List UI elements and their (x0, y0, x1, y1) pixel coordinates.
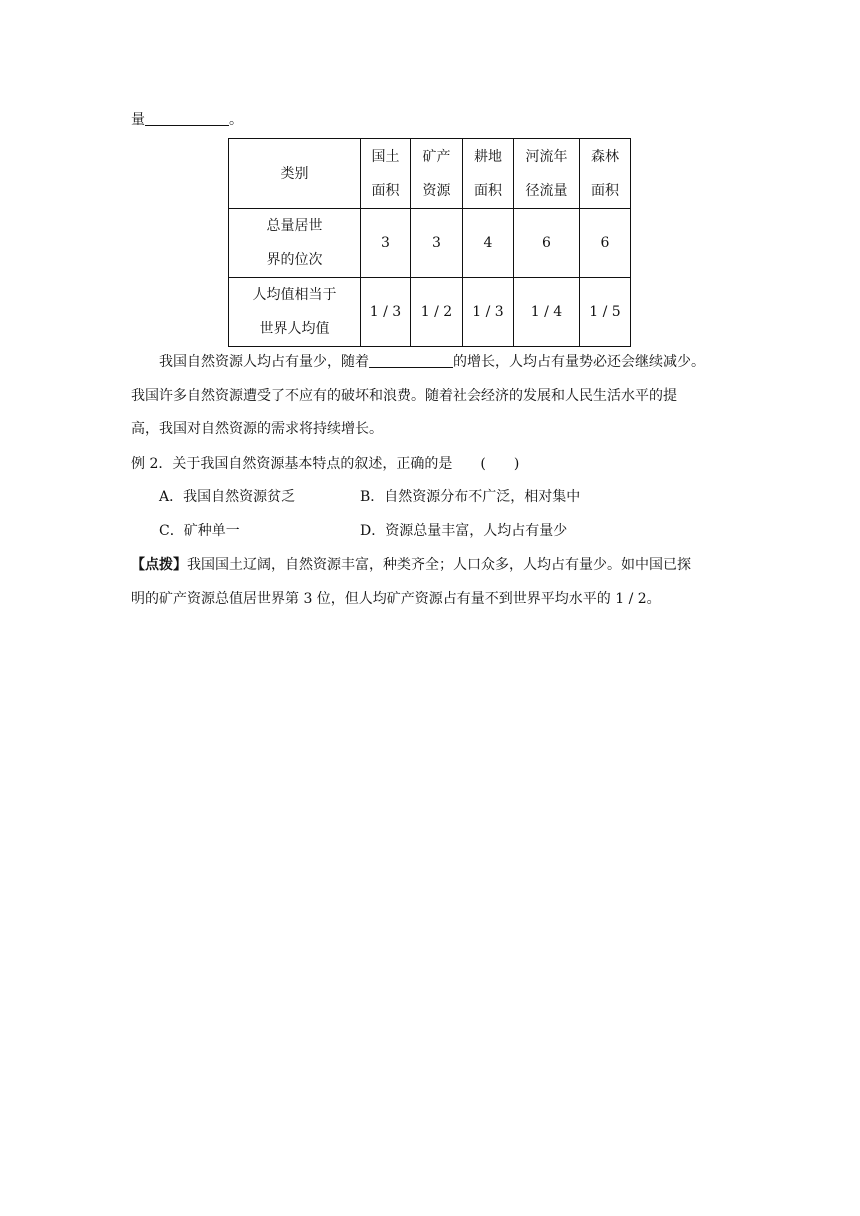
paragraph-line-2: 我国许多自然资源遭受了不应有的破坏和浪费。随着社会经济的发展和人民生活水平的提 (131, 388, 677, 404)
table-row (229, 278, 631, 347)
table-cell: 3 (361, 209, 411, 278)
hint-line-2: 明的矿产资源总值居世界第 3 位，但人均矿产资源占有量不到世界平均水平的 1 / 2。 (131, 591, 661, 607)
table-row (229, 209, 631, 278)
table-header-row (229, 139, 631, 209)
option-c[interactable]: C．矿种单一 (159, 523, 240, 539)
fill-in-line (131, 110, 243, 130)
table-cell: 4 (463, 209, 514, 278)
answer-blank (369, 353, 453, 368)
table-cell: 6 (580, 209, 631, 278)
header-forest: 森林 面积 (580, 139, 631, 209)
paragraph-line-1 (159, 352, 705, 372)
header-river-runoff: 河流年 径流量 (514, 139, 580, 209)
option-b[interactable]: B．自然资源分布不广泛，相对集中 (360, 489, 581, 505)
line-end: 。 (229, 112, 243, 128)
paragraph-line-3: 高，我国对自然资源的需求将持续增长。 (131, 421, 383, 437)
header-mineral: 矿产 资源 (411, 139, 463, 209)
option-a[interactable]: A．我国自然资源贫乏 (159, 489, 296, 505)
table-cell: 3 (411, 209, 463, 278)
hint-line-1 (131, 555, 691, 575)
row-label: 总量居世 界的位次 (229, 209, 361, 278)
table-cell: 1 / 3 (463, 278, 514, 347)
table-cell: 1 / 4 (514, 278, 580, 347)
header-farmland: 耕地 面积 (463, 139, 514, 209)
answer-blank (145, 111, 229, 126)
example-question: 例 2．关于我国自然资源基本特点的叙述，正确的是 ( ) (131, 456, 520, 472)
row-label: 人均值相当于 世界人均值 (229, 278, 361, 347)
option-d[interactable]: D．资源总量丰富，人均占有量少 (360, 523, 568, 539)
paragraph-text: 的增长，人均占有量势必还会继续减少。 (453, 354, 705, 370)
table-cell: 1 / 3 (361, 278, 411, 347)
header-category: 类别 (229, 139, 361, 209)
table-cell: 1 / 2 (411, 278, 463, 347)
hint-tag: 【点拨】 (131, 557, 187, 573)
hint-text: 我国国土辽阔，自然资源丰富，种类齐全；人口众多，人均占有量少。如中国已探 (187, 557, 691, 573)
header-land-area: 国土 面积 (361, 139, 411, 209)
line-text: 量 (131, 112, 145, 128)
table-cell: 6 (514, 209, 580, 278)
table-cell: 1 / 5 (580, 278, 631, 347)
paragraph-text: 我国自然资源人均占有量少，随着 (159, 354, 369, 370)
resource-table (228, 138, 631, 347)
